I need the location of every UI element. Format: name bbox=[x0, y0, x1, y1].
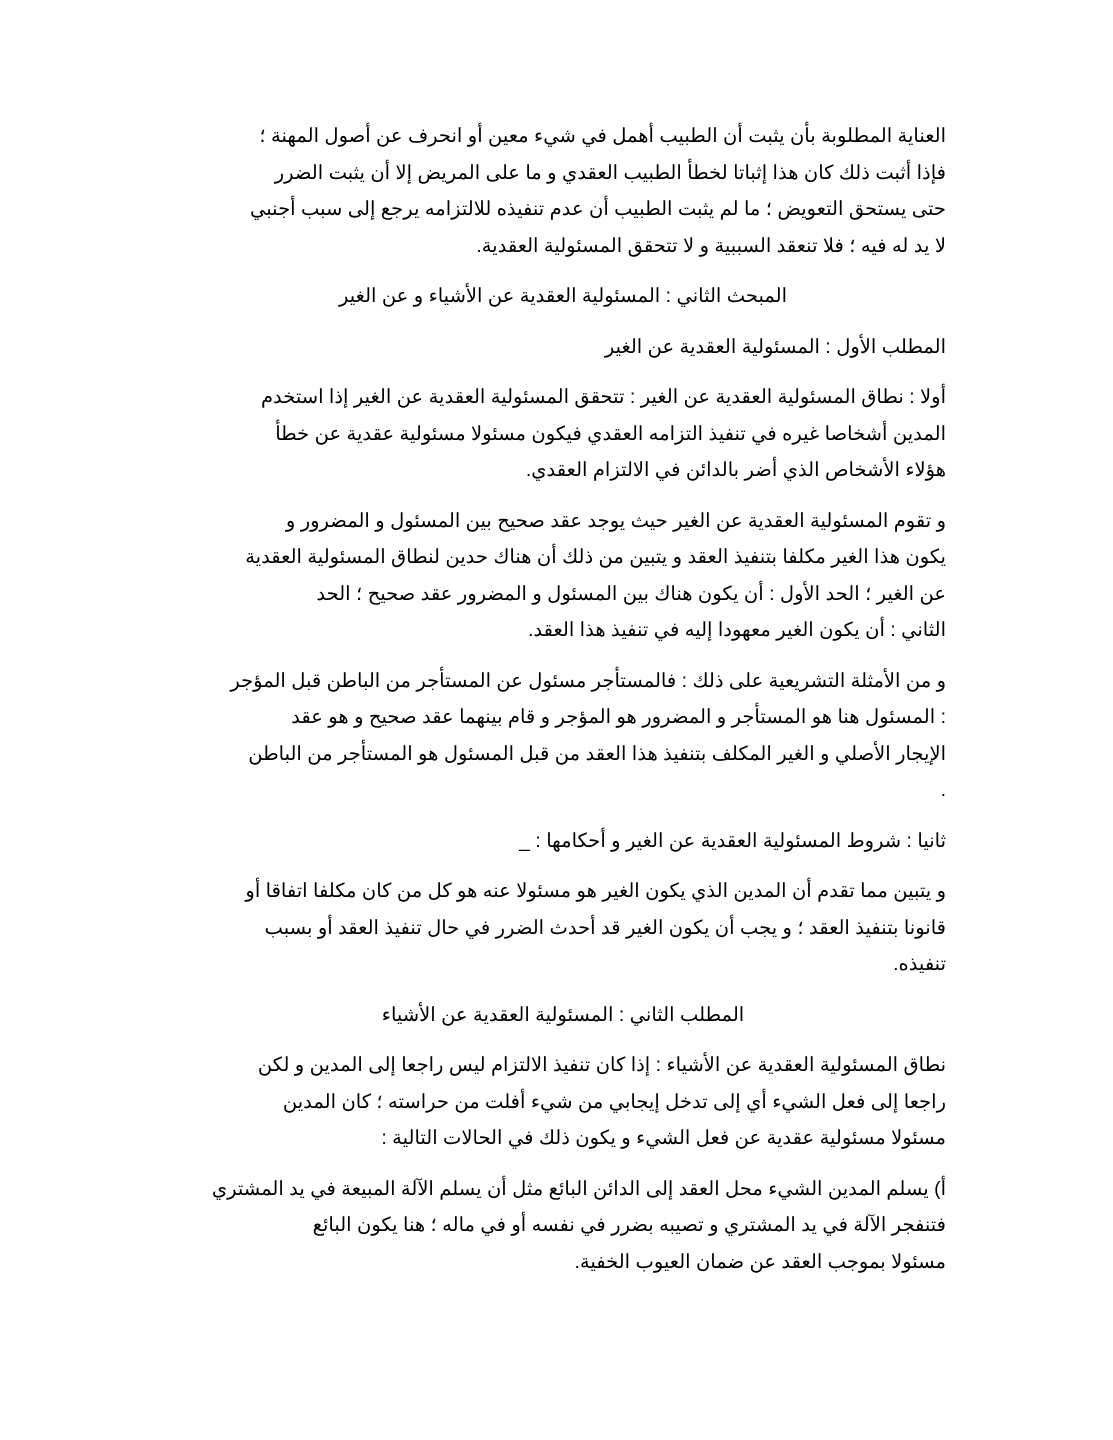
text-line: حتى يستحق التعويض ؛ ما لم يثبت الطبيب أن عدم تنفيذه للالتزامه يرجع إلى سبب أجنبي bbox=[250, 198, 946, 220]
text-line: راجعا إلى فعل الشيء أي إلى تدخل إيجابي من شيء أفلت من حراسته ؛ كان المدين bbox=[282, 1090, 946, 1113]
section-heading bbox=[180, 278, 946, 315]
text-line: أ) يسلم المدين الشيء محل العقد إلى الدائن البائع مثل أن يسلم الآلة المبيعة في يد المشتري bbox=[211, 1177, 946, 1200]
text-line: مسئولا بموجب العقد عن ضمان العيوب الخفية. bbox=[574, 1250, 946, 1273]
body-paragraph bbox=[180, 663, 946, 809]
section-heading bbox=[180, 329, 946, 366]
text-line: تنفيذه. bbox=[893, 953, 946, 975]
text-line: . bbox=[940, 779, 946, 801]
text-line: فتنفجر الآلة في يد المشتري و تصيبه بضرر في نفسه أو في ماله ؛ هنا يكون البائع bbox=[312, 1214, 946, 1236]
body-paragraph bbox=[180, 379, 946, 489]
text-line: قانونا بتنفيذ العقد ؛ و يجب أن يكون الغير قد أحدث الضرر في حال تنفيذ العقد أو بسبب bbox=[264, 916, 946, 939]
text-line: مسئولا مسئولية عقدية عن فعل الشيء و يكون ذلك في الحالات التالية : bbox=[381, 1127, 946, 1149]
text-line: أولا : نطاق المسئولية العقدية عن الغير : تتحقق المسئولية العقدية عن الغير إذا استخدم bbox=[260, 386, 946, 408]
text-line: يكون هذا الغير مكلفا بتنفيذ العقد و يتبين من ذلك أن هناك حدين لنطاق المسئولية العقدية bbox=[245, 546, 946, 568]
text-line: و تقوم المسئولية العقدية عن الغير حيث يوجد عقد صحيح بين المسئول و المضرور و bbox=[285, 509, 946, 532]
body-paragraph bbox=[180, 118, 946, 264]
text-line: لا يد له فيه ؛ فلا تنعقد السببية و لا تتحقق المسئولية العقدية. bbox=[476, 234, 946, 257]
text-line: فإذا أثبت ذلك كان هذا إثباتا لخطأ الطبيب العقدي و ما على المريض إلا أن يثبت الضرر bbox=[274, 161, 946, 184]
section-heading bbox=[180, 823, 946, 860]
document-page bbox=[180, 118, 946, 1294]
text-line: نطاق المسئولية العقدية عن الأشياء : إذا كان تنفيذ الالتزام ليس راجعا إلى المدين و لكن bbox=[257, 1054, 946, 1076]
body-paragraph bbox=[180, 873, 946, 983]
text-line: عن الغير ؛ الحد الأول : أن يكون هناك بين المسئول و المضرور عقد صحيح ؛ الحد bbox=[316, 582, 946, 605]
body-paragraph bbox=[180, 503, 946, 649]
body-paragraph bbox=[180, 1047, 946, 1157]
section-heading bbox=[180, 997, 946, 1034]
text-line: : المسئول هنا هو المستأجر و المضرور هو المؤجر و قام بينهما عقد صحيح و هو عقد bbox=[291, 706, 946, 728]
text-line: هؤلاء الأشخاص الذي أضر بالدائن في الالتزام العقدي. bbox=[525, 459, 946, 481]
text-line: المدين أشخاصا غيره في تنفيذ التزامه العقدي فيكون مسئولا مسئولية عقدية عن خطأ bbox=[275, 422, 946, 445]
text-line: العناية المطلوبة بأن يثبت أن الطبيب أهمل في شيء معين أو انحرف عن أصول المهنة ؛ bbox=[259, 125, 946, 147]
text-line: الإيجار الأصلي و الغير المكلف بتنفيذ هذا العقد من قبل المسئول هو المستأجر من الباطن bbox=[248, 742, 946, 765]
text-line: و يتبين مما تقدم أن المدين الذي يكون الغير هو مسئولا عنه هو كل من كان مكلفا اتفاقا أو bbox=[245, 880, 946, 902]
text-line: المطلب الثاني : المسئولية العقدية عن الأشياء bbox=[381, 1003, 745, 1026]
text-line: المبحث الثاني : المسئولية العقدية عن الأشياء و عن الغير bbox=[339, 285, 787, 307]
text-line: و من الأمثلة التشريعية على ذلك : فالمستأجر مسئول عن المستأجر من الباطن قبل المؤجر bbox=[230, 669, 946, 692]
text-line: الثاني : أن يكون الغير معهودا إليه في تنفيذ هذا العقد. bbox=[527, 619, 946, 641]
text-line: المطلب الأول : المسئولية العقدية عن الغير bbox=[604, 335, 946, 358]
body-paragraph bbox=[180, 1171, 946, 1281]
text-line: ثانيا : شروط المسئولية العقدية عن الغير و أحكامها : _ bbox=[519, 829, 946, 852]
